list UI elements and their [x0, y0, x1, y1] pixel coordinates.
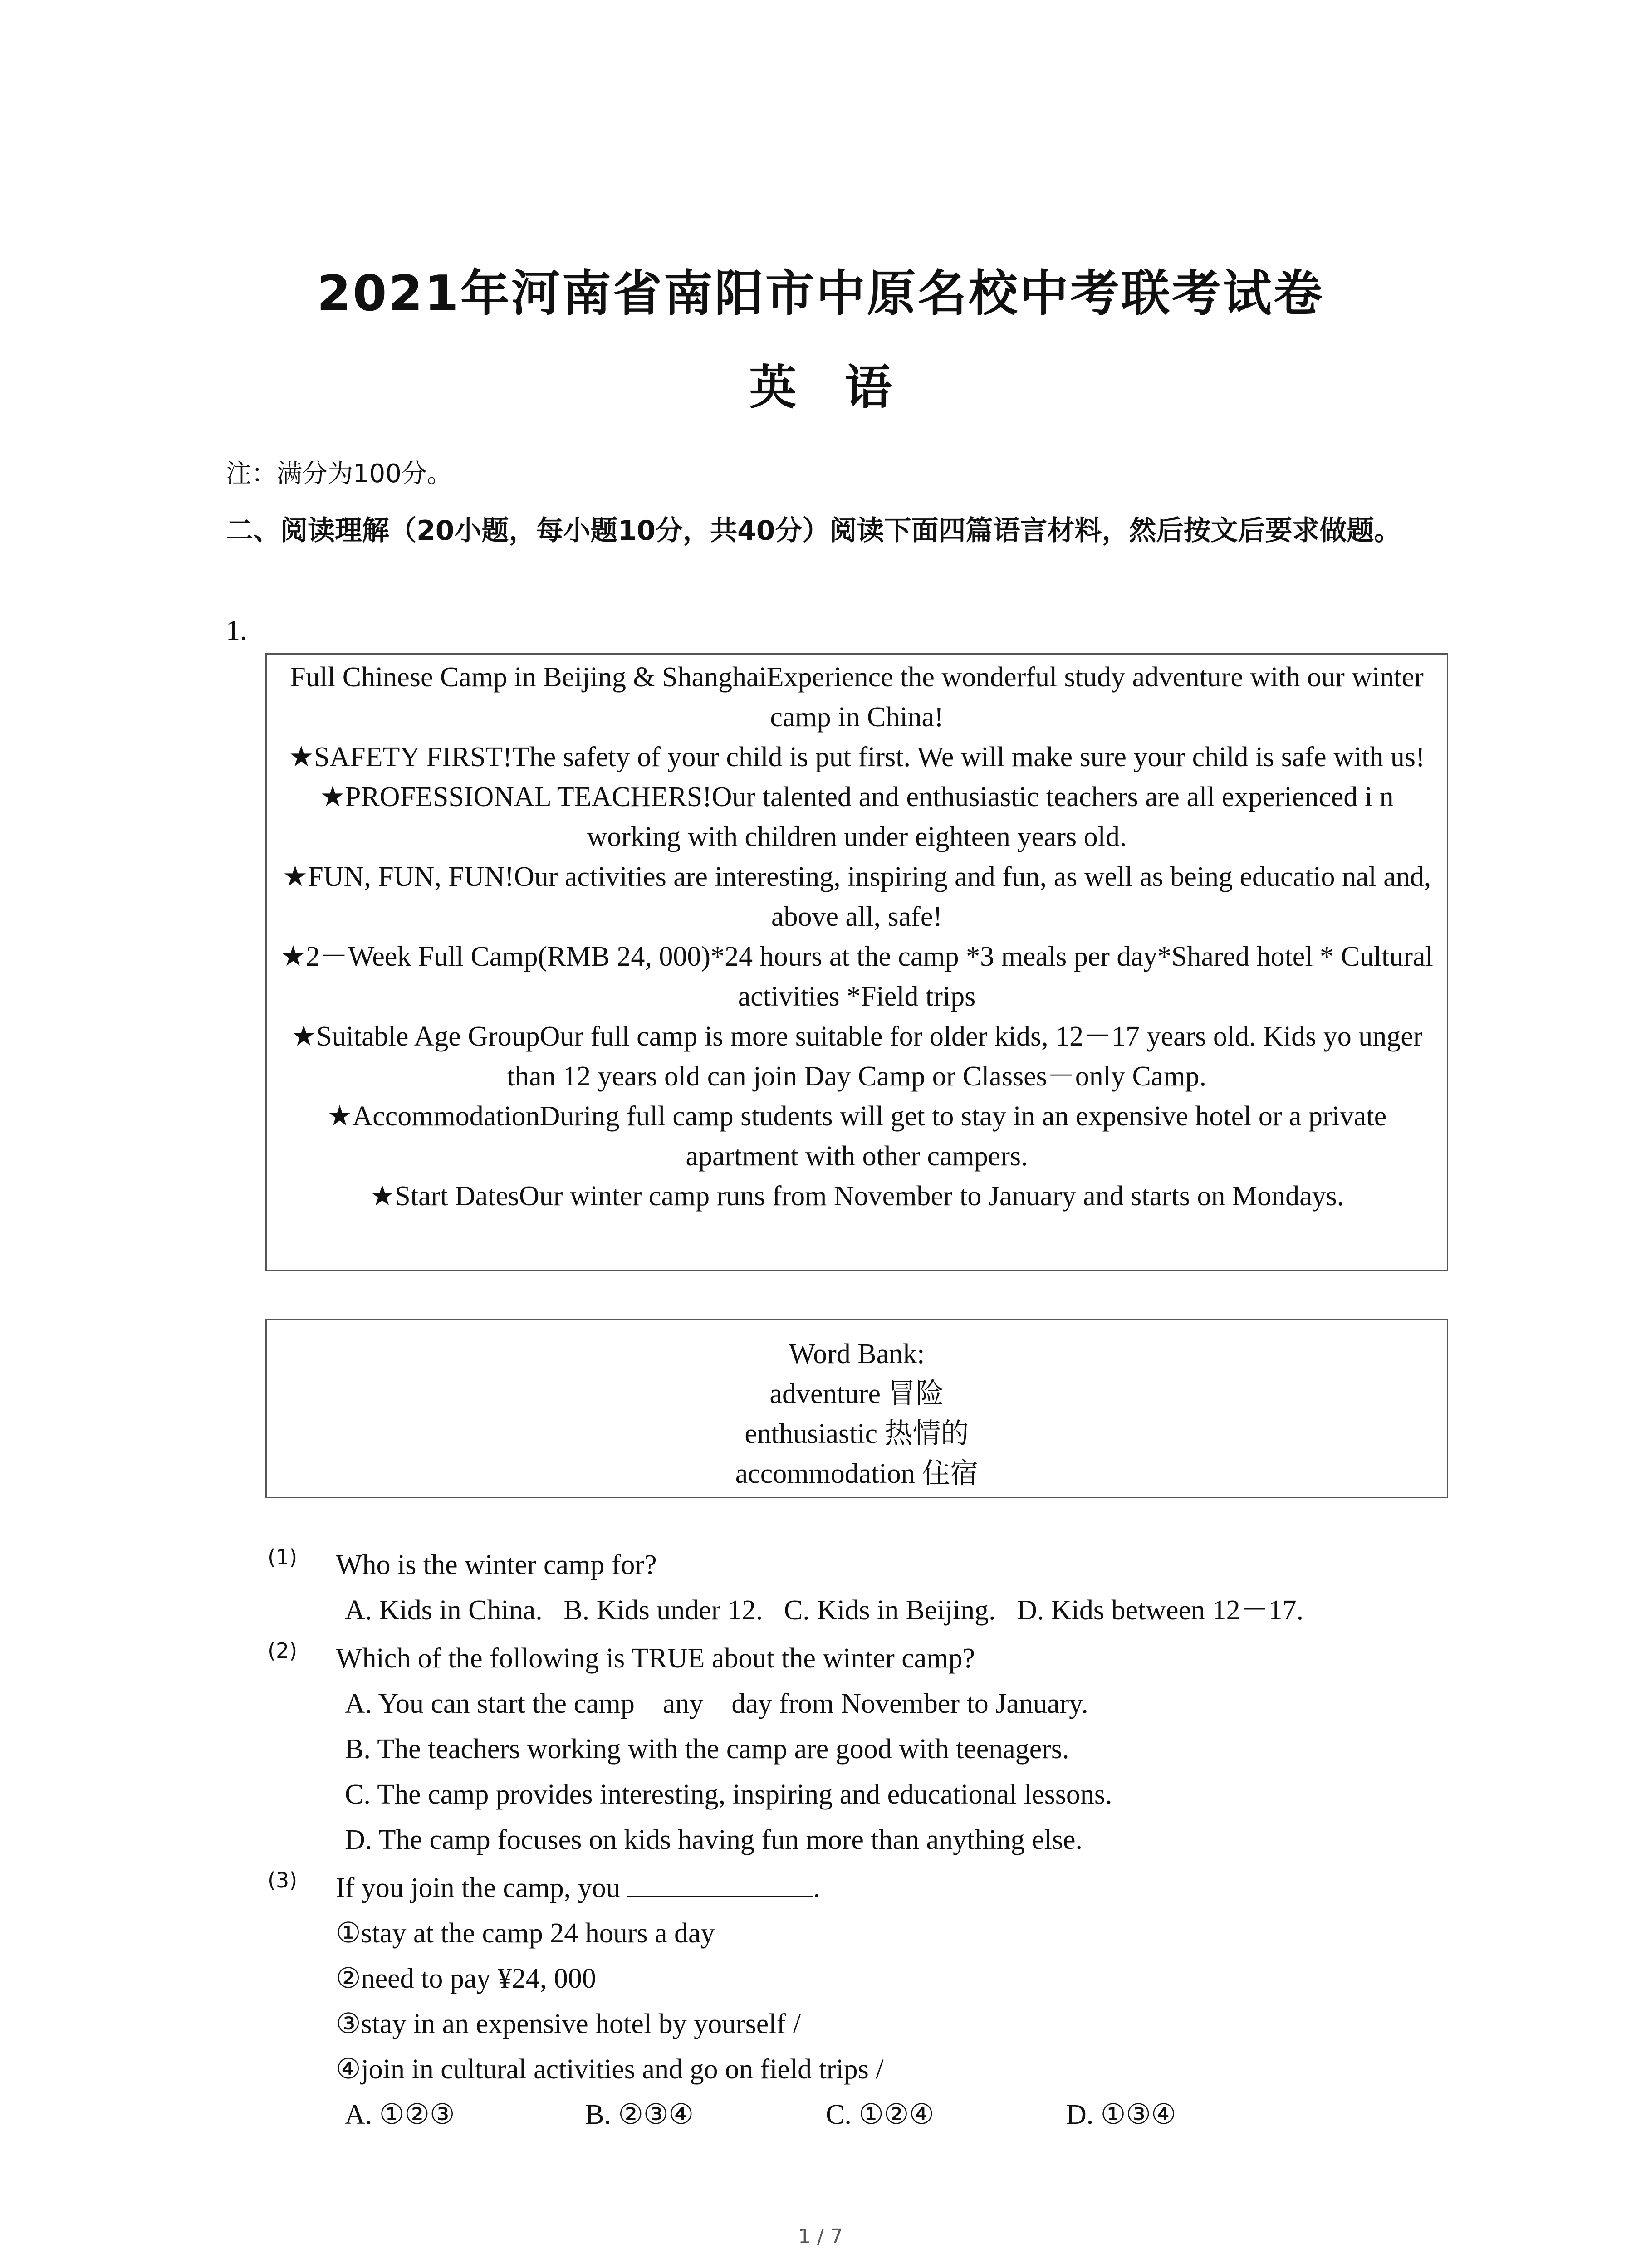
question-3-stem-end: . [813, 1872, 820, 1903]
question-3 [268, 1865, 1493, 2137]
question-3-choice-d: D. ①③④ [1066, 2099, 1176, 2130]
subject-title: 英 语 [749, 360, 892, 415]
word-bank-entry: enthusiastic 热情的 [745, 1418, 969, 1449]
score-note: 注：满分为100分。 [226, 459, 452, 489]
question-3-stem-text: If you join the camp, you [336, 1872, 627, 1903]
word-bank-entry: adventure 冒险 [769, 1378, 944, 1409]
question-3-stem [336, 1865, 1493, 1911]
question-2-number: (2) [268, 1638, 298, 1663]
question-3-item-1: ①stay at the camp 24 hours a day [336, 1918, 715, 1949]
word-bank-entry: accommodation 住宿 [735, 1458, 979, 1489]
question-3-number: (3) [268, 1868, 298, 1892]
passage-accommodation: ★AccommodationDuring full camp students will get to stay in an expensive hotel or a private apartment with other campers. [327, 1101, 1387, 1172]
question-list [268, 1542, 1493, 2140]
answer-blank[interactable] [627, 1868, 813, 1897]
question-number: 1. [226, 615, 247, 646]
question-1-number: (1) [268, 1545, 298, 1569]
question-3-choice-a: A. ①②③ [345, 2099, 455, 2130]
word-bank-heading: Word Bank: [789, 1339, 925, 1369]
passage-start-dates: ★Start DatesOur winter camp runs from November to January and starts on Mondays. [369, 1181, 1344, 1212]
section-heading: 二、阅读理解（20小题，每小题10分，共40分）阅读下面四篇语言材料，然后按文后要求做题。 [226, 515, 1401, 547]
question-2-stem: Which of the following is TRUE about the winter camp? [336, 1643, 975, 1674]
page-number: 1 / 7 [798, 2225, 843, 2248]
question-1 [268, 1542, 1493, 1633]
exam-title: 2021年河南省南阳市中原名校中考联考试卷 [317, 265, 1324, 322]
question-2 [268, 1636, 1493, 1862]
passage-intro: Full Chinese Camp in Beijing & ShanghaiExperience the wonderful study adventure with our winter camp in China! [290, 662, 1424, 733]
question-2-option-c: C. The camp provides interesting, inspiring and educational lessons. [345, 1779, 1112, 1810]
question-2-option-b: B. The teachers working with the camp are good with teenagers. [345, 1734, 1069, 1765]
question-2-option-d: D. The camp focuses on kids having fun more than anything else. [345, 1824, 1083, 1855]
question-3-item-3: ③stay in an expensive hotel by yourself / [336, 2009, 801, 2039]
passage-fun: ★FUN, FUN, FUN!Our activities are interesting, inspiring and fun, as well as being educatio nal and, above all, safe! [282, 861, 1431, 932]
passage-box [265, 653, 1448, 1271]
question-1-options: A. Kids in China. B. Kids under 12. C. Kids in Beijing. D. Kids between 12－17. [345, 1595, 1304, 1626]
question-3-choices [345, 2092, 1493, 2137]
passage-teachers: ★PROFESSIONAL TEACHERS!Our talented and enthusiastic teachers are all experienced i n working with children under eighteen years old. [320, 782, 1394, 852]
passage-safety: ★SAFETY FIRST!The safety of your child is put first. We will make sure your child is safe with us! [289, 742, 1425, 772]
question-1-stem: Who is the winter camp for? [336, 1549, 657, 1580]
question-3-choice-c: C. ①②④ [826, 2099, 935, 2130]
passage-full-camp: ★2－Week Full Camp(RMB 24, 000)*24 hours at the camp *3 meals per day*Shared hotel * Cultural activities *Field trips [280, 941, 1433, 1012]
question-3-choice-b: B. ②③④ [585, 2099, 694, 2130]
question-2-option-a: A. You can start the camp any day from November to January. [345, 1688, 1088, 1719]
question-3-item-2: ②need to pay ¥24, 000 [336, 1963, 596, 1994]
passage-age-group: ★Suitable Age GroupOur full camp is more suitable for older kids, 12－17 years old. Kids yo unger than 12 years old can join Day Camp or Classes－only Camp. [291, 1021, 1423, 1092]
question-3-item-4: ④join in cultural activities and go on field trips / [336, 2054, 884, 2085]
word-bank-box [265, 1319, 1448, 1498]
